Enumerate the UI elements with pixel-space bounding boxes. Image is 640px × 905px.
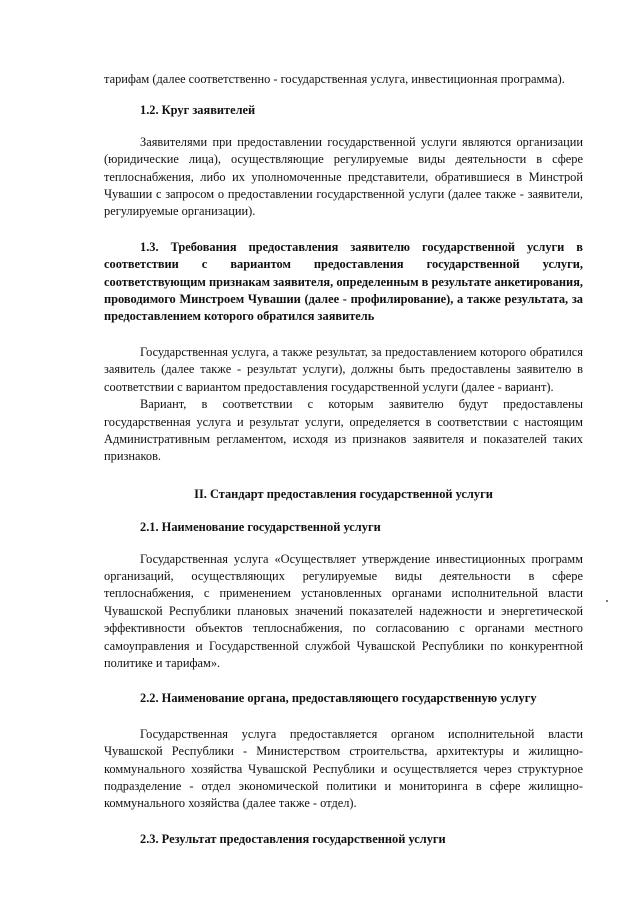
section-1-3-paragraph-1: Государственная услуга, а также результат, за предоставлением которого обратился заявитель (далее также - результат услуги), должны быть предоставлены заявителю в соответствии с вариантом предоставления государственной услуги (далее - вариант). bbox=[104, 344, 583, 394]
chapter-2-heading: II. Стандарт предоставления государственной услуги bbox=[194, 486, 493, 501]
document-body bbox=[104, 71, 583, 848]
section-2-3-heading: 2.3. Результат предоставления государственной услуги bbox=[140, 831, 446, 846]
section-2-1-heading: 2.1. Наименование государственной услуги bbox=[140, 520, 381, 535]
section-2-2-heading: 2.2. Наименование органа, предоставляющего государственную услугу bbox=[140, 691, 537, 706]
margin-dot bbox=[606, 600, 608, 602]
section-1-3-paragraph-2: Вариант, в соответствии с которым заявителю будут предоставлены государственная услуга и результат услуги, определяется в соответствии с настоящим Административным регламентом, исходя из признаков заявителя и показателей таких признаков. bbox=[104, 397, 583, 464]
section-2-1-paragraph: Государственная услуга «Осуществляет утверждение инвестиционных программ организаций, осуществляющих регулируемые виды деятельности в сфере теплоснабжения, с применением установленных органами исполнительной власти Чувашской Республики плановых значений показателей надежности и энергетической эффективности объектов теплоснабжения, по согласованию с органами местного самоуправления и Государственной службой Чувашской Республики по конкурентной политике и тарифам». bbox=[104, 551, 583, 670]
section-1-2-heading: 1.2. Круг заявителей bbox=[140, 103, 256, 118]
section-1-2-paragraph: Заявителями при предоставлении государственной услуги являются организации (юридические лица), осуществляющие регулируемые виды деятельности в сфере теплоснабжения, либо их уполномоченные представители, обратившиеся в Минстрой Чувашии с запросом о предоставлении государственной услуги (далее также - заявители, регулируемые организации). bbox=[104, 134, 583, 219]
intro-paragraph: тарифам (далее соответственно - государственная услуга, инвестиционная программа). bbox=[104, 72, 565, 86]
section-1-3-heading: 1.3. Требования предоставления заявителю государственной услуги в соответствии с вариантом предоставления государственной услуги, соответствующим признакам заявителя, определенным в результате анкетирования, проводимого Минстроем Чувашии (далее - профилирование), а также результата, за предоставлением которого обратился заявитель bbox=[104, 239, 583, 324]
section-2-2-paragraph: Государственная услуга предоставляется органом исполнительной власти Чувашской Республики - Министерством строительства, архитектуры и жилищно-коммунального хозяйства Чувашской Республики и осуществляется через структурное подразделение - отдел экономической политики и мониторинга в сфере жилищно-коммунального хозяйства (далее также - отдел). bbox=[104, 726, 583, 811]
